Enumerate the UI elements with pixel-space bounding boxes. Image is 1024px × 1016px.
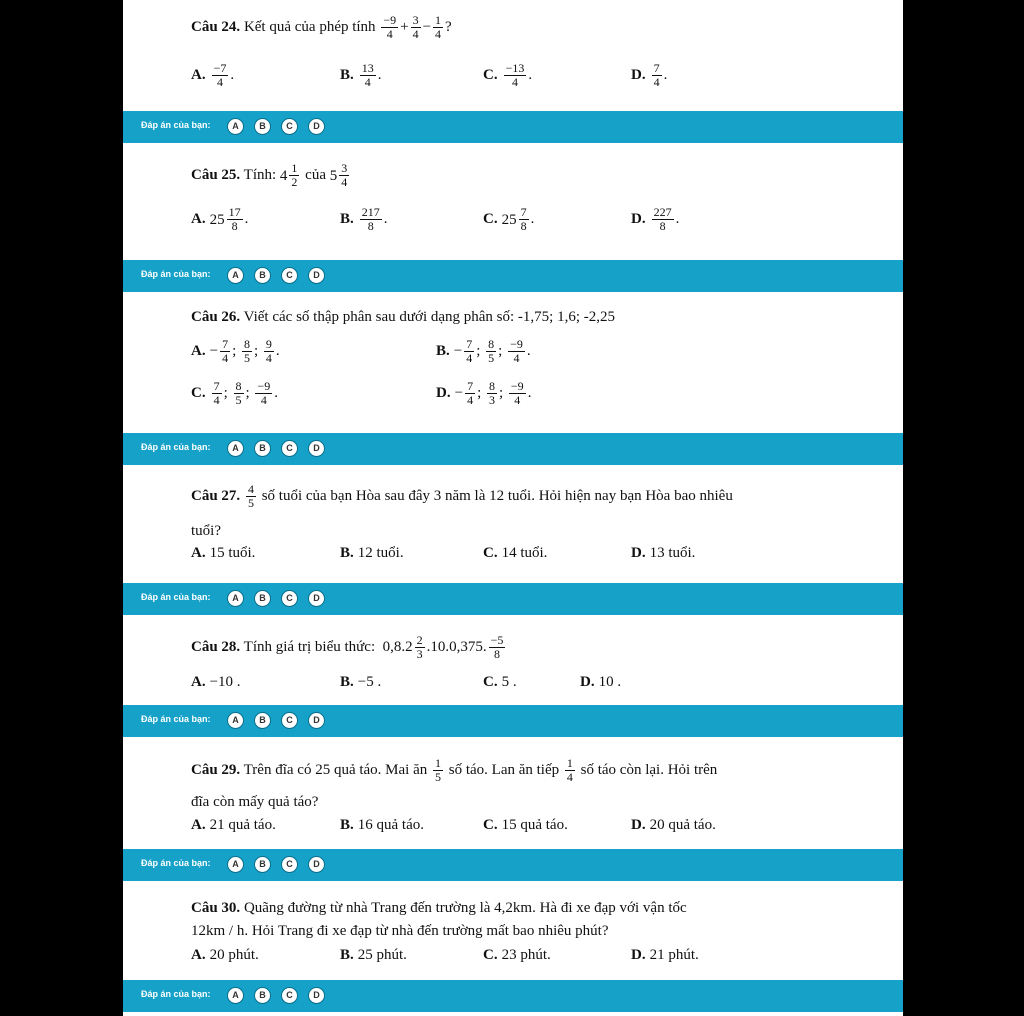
question-number: Câu 25. [191, 166, 241, 183]
choice-a[interactable]: A [227, 440, 244, 457]
question-30 [123, 888, 903, 973]
answer-label: Đáp án của bạn: [141, 592, 211, 602]
answer-label: Đáp án của bạn: [141, 269, 211, 279]
question-text-cont: 12km / h. Hỏi Trang đi xe đạp từ nhà đến trường mất bao nhiêu phút? [191, 923, 609, 939]
choice-a[interactable]: A [227, 856, 244, 873]
choice-a[interactable]: A [227, 590, 244, 607]
option-b: B. $\frac{217}{8}$ . [340, 205, 388, 233]
answer-label: Đáp án của bạn: [141, 120, 211, 130]
question-number: Câu 29. [191, 761, 241, 778]
choice-d[interactable]: D [308, 712, 325, 729]
option-a: A. −10 . [191, 674, 241, 690]
choice-c[interactable]: C [281, 590, 298, 607]
question-28 [123, 622, 903, 702]
option-d: D. $\frac{227}{8}$ . [631, 205, 680, 233]
option-b: B. 12 tuổi. [340, 545, 404, 561]
answer-bar-30 [123, 980, 903, 1012]
option-b: B. 16 quả táo. [340, 817, 424, 833]
option-c: C. 25 $\frac{7}{8}$ . [483, 205, 535, 233]
fraction: $\frac{1}{4}$ [435, 13, 442, 41]
choice-c[interactable]: C [281, 440, 298, 457]
choice-d[interactable]: D [308, 590, 325, 607]
question-number: Câu 28. [191, 638, 241, 655]
choice-c[interactable]: C [281, 267, 298, 284]
fraction: $\frac{3}{4}$ [412, 13, 419, 41]
answer-bar-29 [123, 849, 903, 881]
fraction: $\frac{-9}{4}$ [383, 13, 397, 41]
question-29 [123, 745, 903, 845]
option-a: A. − $\frac{7}{4}$ ; $\frac{8}{5}$ ; $\frac{9}{4}$ . [191, 337, 280, 365]
choice-d[interactable]: D [308, 118, 325, 135]
option-c: C. $\frac{7}{4}$ ; $\frac{8}{5}$ ; $\frac{-9}{4}$ . [191, 379, 278, 407]
question-number: Câu 27. [191, 487, 241, 504]
choice-b[interactable]: B [254, 856, 271, 873]
question-27-stem [191, 483, 733, 510]
question-29-stem: Câu 29. Trên đĩa có 25 quả táo. Mai ăn $\frac{1}{5}$ số táo. Lan ăn tiếp $\frac{1}{4}$ số táo còn lại. Hỏi trên [191, 756, 718, 784]
option-a: A. 25 $\frac{17}{8}$ . [191, 205, 249, 233]
option-d: D. 10 . [580, 674, 622, 690]
fraction: $\frac{1}{5}$ [435, 756, 441, 784]
question-27 [123, 473, 903, 578]
choice-b[interactable]: B [254, 267, 271, 284]
question-text: Quãng đường từ nhà Trang đến trường là 4,2km. Hà đi xe đạp với vận tốc [243, 900, 687, 916]
fraction: $\frac{1}{4}$ [566, 756, 573, 784]
question-text: Kết quả của phép tính [243, 18, 376, 35]
choice-b[interactable]: B [254, 440, 271, 457]
question-number: Câu 26. [191, 309, 241, 325]
choice-d[interactable]: D [308, 267, 325, 284]
answer-label: Đáp án của bạn: [141, 714, 211, 724]
fraction: $\frac{-5}{8}$ [490, 633, 504, 661]
fraction: $\frac{4}{5}$ [247, 482, 254, 510]
question-number: Câu 30. [191, 900, 241, 916]
option-c: C. 15 quả táo. [483, 817, 568, 833]
choice-b[interactable]: B [254, 118, 271, 135]
choice-a[interactable]: A [227, 987, 244, 1004]
mixed-number: 5 $\frac{3}{4}$ [329, 161, 348, 189]
option-a: A. 20 phút. [191, 947, 259, 963]
option-d: D. 20 quả táo. [631, 817, 716, 833]
option-c: C. $\frac{-13}{4}$ . [483, 61, 533, 89]
choice-c[interactable]: C [281, 987, 298, 1004]
question-number: Câu 24. [191, 18, 241, 35]
option-a: A. 21 quả táo. [191, 817, 276, 833]
answer-bar-27 [123, 583, 903, 615]
question-text: số tuổi của bạn Hòa sau đây 3 năm là 12 tuổi. Hỏi hiện nay bạn Hòa bao nhiêu [261, 487, 733, 504]
option-a: A. 15 tuổi. [191, 545, 256, 561]
option-b: B. 25 phút. [340, 947, 407, 963]
question-25 [123, 150, 903, 255]
question-text-cont: tuổi? [191, 523, 221, 539]
option-b: B. − $\frac{7}{4}$ ; $\frac{8}{5}$ ; $\frac{-9}{4}$ . [436, 337, 531, 365]
option-c: C. 23 phút. [483, 947, 551, 963]
option-c: C. 5 . [483, 674, 517, 690]
question-26-stem [191, 307, 615, 327]
question-text-cont: đĩa còn mấy quả táo? [191, 794, 319, 810]
answer-bar-28 [123, 705, 903, 737]
choice-c[interactable]: C [281, 856, 298, 873]
answer-bar-26 [123, 433, 903, 465]
choice-a[interactable]: A [227, 118, 244, 135]
option-b: B. $\frac{13}{4}$ . [340, 61, 382, 89]
choice-d[interactable]: D [308, 856, 325, 873]
option-d: D. − $\frac{7}{4}$ ; $\frac{8}{3}$ ; $\frac{-9}{4}$ . [436, 379, 532, 407]
choice-c[interactable]: C [281, 712, 298, 729]
question-text: Tính giá trị biểu thức: [243, 638, 376, 655]
option-d: D. 21 phút. [631, 947, 699, 963]
mixed-number: 4 $\frac{1}{2}$ [279, 161, 298, 189]
choice-c[interactable]: C [281, 118, 298, 135]
option-d: D. $\frac{7}{4}$ . [631, 61, 668, 89]
option-b: B. −5 . [340, 674, 382, 690]
choice-b[interactable]: B [254, 590, 271, 607]
option-d: D. 13 tuổi. [631, 545, 696, 561]
question-30-stem [191, 898, 687, 918]
choice-d[interactable]: D [308, 987, 325, 1004]
option-c: C. 14 tuổi. [483, 545, 548, 561]
answer-label: Đáp án của bạn: [141, 858, 211, 868]
answer-bar-25 [123, 260, 903, 292]
choice-a[interactable]: A [227, 712, 244, 729]
quiz-page [123, 0, 903, 1016]
answer-label: Đáp án của bạn: [141, 442, 211, 452]
question-text: Tính: [243, 166, 277, 183]
answer-label: Đáp án của bạn: [141, 989, 211, 999]
question-text: Viết các số thập phân sau dưới dạng phân số: -1,75; 1,6; -2,25 [243, 309, 616, 325]
choice-a[interactable]: A [227, 267, 244, 284]
option-a: A. $\frac{-7}{4}$ . [191, 61, 235, 89]
question-26 [123, 300, 903, 430]
choice-b[interactable]: B [254, 987, 271, 1004]
question-text: Trên đĩa có 25 quả táo. Mai ăn [243, 761, 428, 778]
fraction: $\frac{2}{3}$ [416, 633, 423, 661]
question-24-stem: Câu 24. Kết quả của phép tính $\frac{-9}{4}$ + $\frac{3}{4}$ − $\frac{1}{4}$ ? [191, 13, 452, 41]
question-25-stem: Câu 25. Tính: 4 $\frac{1}{2}$ của 5 $\frac{3}{4}$ [191, 162, 351, 189]
question-28-stem: Câu 28. Tính giá trị biểu thức: 0,8.2 $\frac{2}{3}$ .10.0,375. $\frac{-5}{8}$ [191, 633, 504, 661]
choice-d[interactable]: D [308, 440, 325, 457]
choice-b[interactable]: B [254, 712, 271, 729]
question-24 [123, 8, 903, 108]
answer-bar-24 [123, 111, 903, 143]
